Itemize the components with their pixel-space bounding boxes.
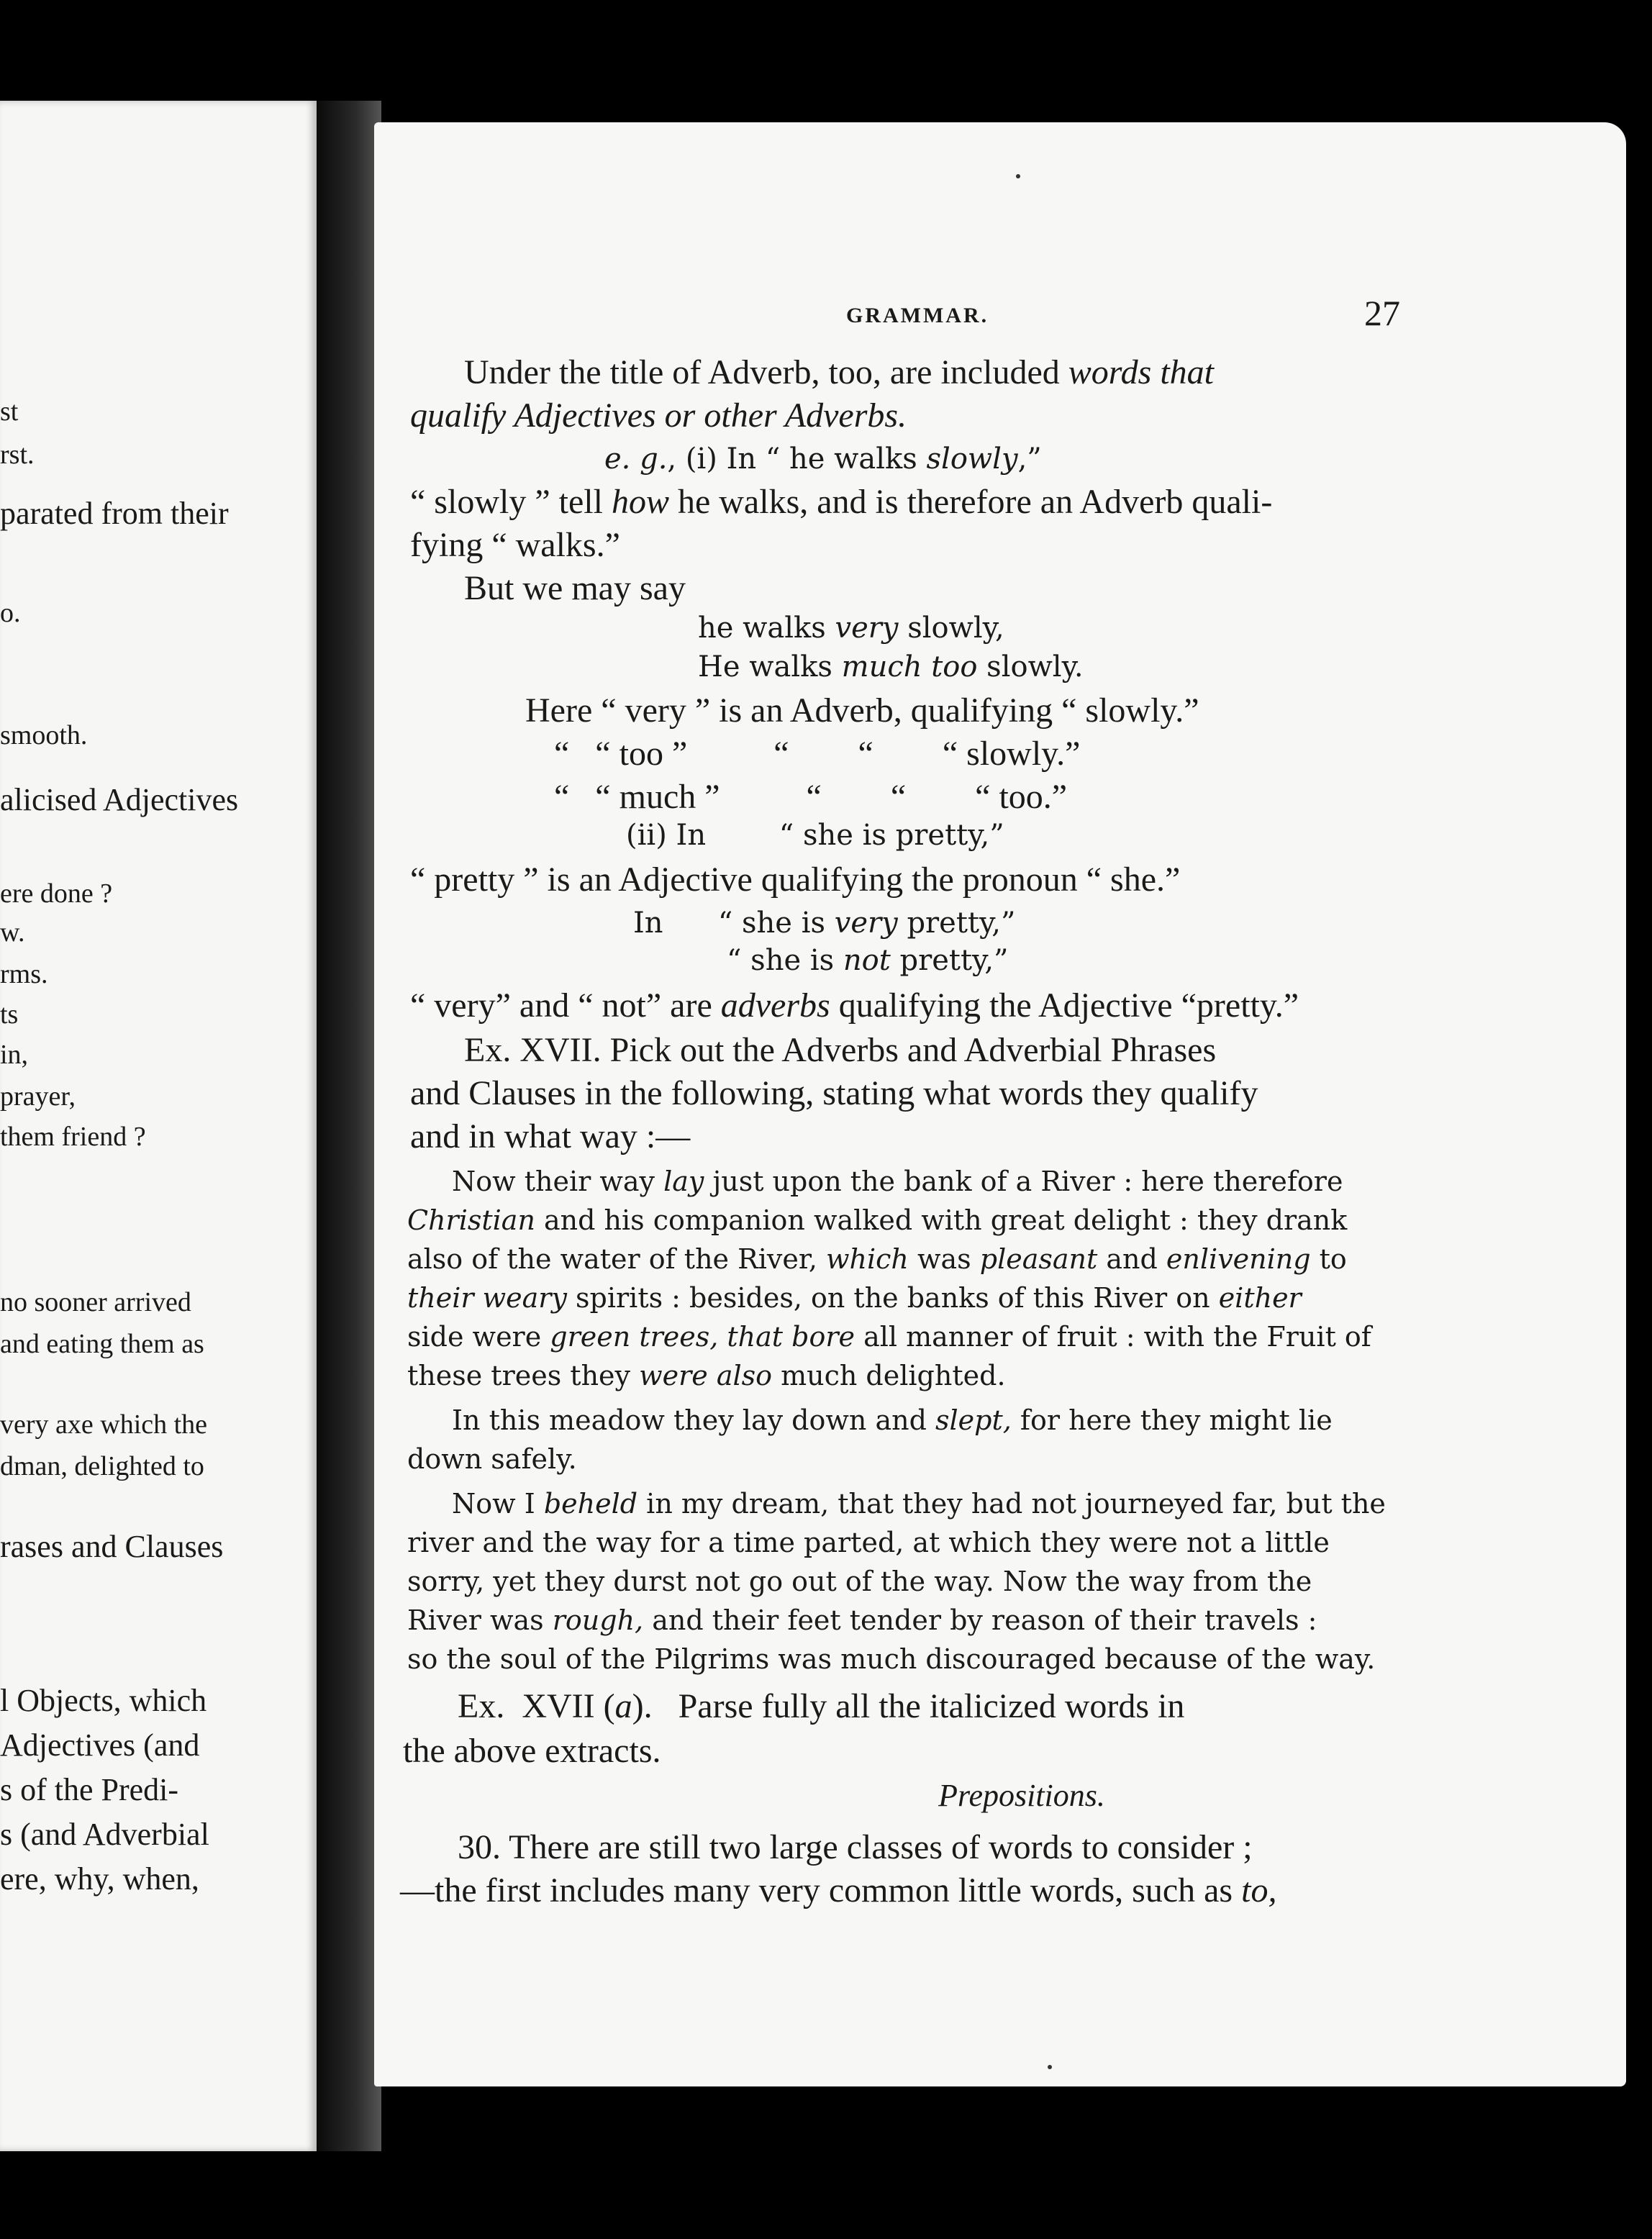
example-line: e. g., (i) In “ he walks slowly,” [604,442,1042,476]
text-line: —the first includes many very common little words, such as to, [400,1871,1277,1909]
left-fragment: very axe which the [0,1409,208,1440]
text-line: and in what way :— [410,1117,691,1155]
text-line: “ “ too ” “ “ “ slowly.” [554,735,1081,773]
page-number: 27 [1364,293,1400,333]
left-fragment: s (and Adverbial [0,1817,209,1852]
left-fragment: s of the Predi- [0,1772,179,1807]
extract-line: sorry, yet they durst not go out of the way. Now the way from the [407,1566,1312,1597]
left-fragment: Adjectives (and [0,1727,200,1763]
text-line: “ pretty ” is an Adjective qualifying the pronoun “ she.” [410,860,1181,899]
example-line: He walks much too slowly. [698,650,1084,683]
extract-line: these trees they were also much delighted. [407,1360,1006,1391]
left-fragment: w. [0,917,25,948]
left-fragment: l Objects, which [0,1683,207,1718]
extract-line: River was rough, and their feet tender by reason of their travels : [407,1604,1317,1636]
text-line: qualify Adjectives or other Adverbs. [410,396,907,435]
text-line: fying “ walks.” [410,526,620,564]
left-fragment: them friend ? [0,1122,146,1152]
left-fragment: ere, why, when, [0,1861,199,1897]
book-gutter [317,101,381,2151]
section-heading: Prepositions. [938,1778,1105,1813]
extract-line: down safely. [407,1443,577,1475]
exercise-heading: Ex. XVII (a). Parse fully all the italicized words in [458,1687,1185,1725]
text-line: Under the title of Adverb, too, are included words that [464,353,1215,391]
extract-line: river and the way for a time parted, at which they were not a little [407,1527,1330,1558]
extract-line: Now I beheld in my dream, that they had not journeyed far, but the [452,1488,1386,1520]
left-fragment: st [0,396,19,427]
text-line: Here “ very ” is an Adverb, qualifying “ slowly.” [525,691,1199,730]
left-fragment: dman, delighted to [0,1451,204,1481]
left-fragment: ere done ? [0,878,113,909]
extract-line: In this meadow they lay down and slept, for here they might lie [452,1404,1333,1436]
text-line: “ very” and “ not” are adverbs qualifying the Adjective “pretty.” [410,986,1299,1025]
left-fragment: rst. [0,440,35,470]
header-title: GRAMMAR. [846,304,989,327]
left-fragment: smooth. [0,720,88,750]
example-line: he walks very slowly, [698,612,1004,645]
left-fragment: ts [0,999,19,1030]
text-line: and Clauses in the following, stating what words they qualify [410,1074,1258,1112]
text-line: the above extracts. [403,1732,661,1770]
speck [1016,174,1020,178]
left-fragment: rases and Clauses [0,1529,224,1564]
extract-line: so the soul of the Pilgrims was much discouraged because of the way. [407,1643,1376,1675]
text-line: 30. There are still two large classes of words to consider ; [458,1828,1253,1866]
example-line: (ii) In “ she is pretty,” [626,819,1004,852]
extract-line: also of the water of the River, which was pleasant and enlivening to [407,1243,1347,1275]
speck [1048,2065,1052,2069]
left-fragment: in, [0,1040,29,1070]
left-fragment: rms. [0,959,48,989]
left-facing-page [0,101,317,2151]
text-line: But we may say [464,569,686,607]
extract-line: side were green trees, that bore all manner of fruit : with the Fruit of [407,1321,1371,1353]
left-fragment: and eating them as [0,1329,204,1359]
left-fragment: o. [0,598,21,628]
left-fragment: no sooner arrived [0,1287,191,1317]
right-page [374,122,1626,2086]
extract-line: Now their way lay just upon the bank of a River : here therefore [452,1166,1343,1197]
example-line: In “ she is very pretty,” [633,907,1016,940]
example-line: “ she is not pretty,” [727,944,1009,977]
text-line: “ slowly ” tell how he walks, and is therefore an Adverb quali- [410,483,1273,521]
left-fragment: parated from their [0,496,229,531]
left-fragment: prayer, [0,1081,76,1112]
left-fragment: alicised Adjectives [0,782,239,817]
extract-line: their weary spirits : besides, on the banks of this River on either [407,1282,1302,1314]
text-line: “ “ much ” “ “ “ too.” [554,778,1068,816]
extract-line: Christian and his companion walked with great delight : they drank [407,1204,1348,1236]
exercise-heading: Ex. XVII. Pick out the Adverbs and Adverbial Phrases [464,1031,1217,1069]
